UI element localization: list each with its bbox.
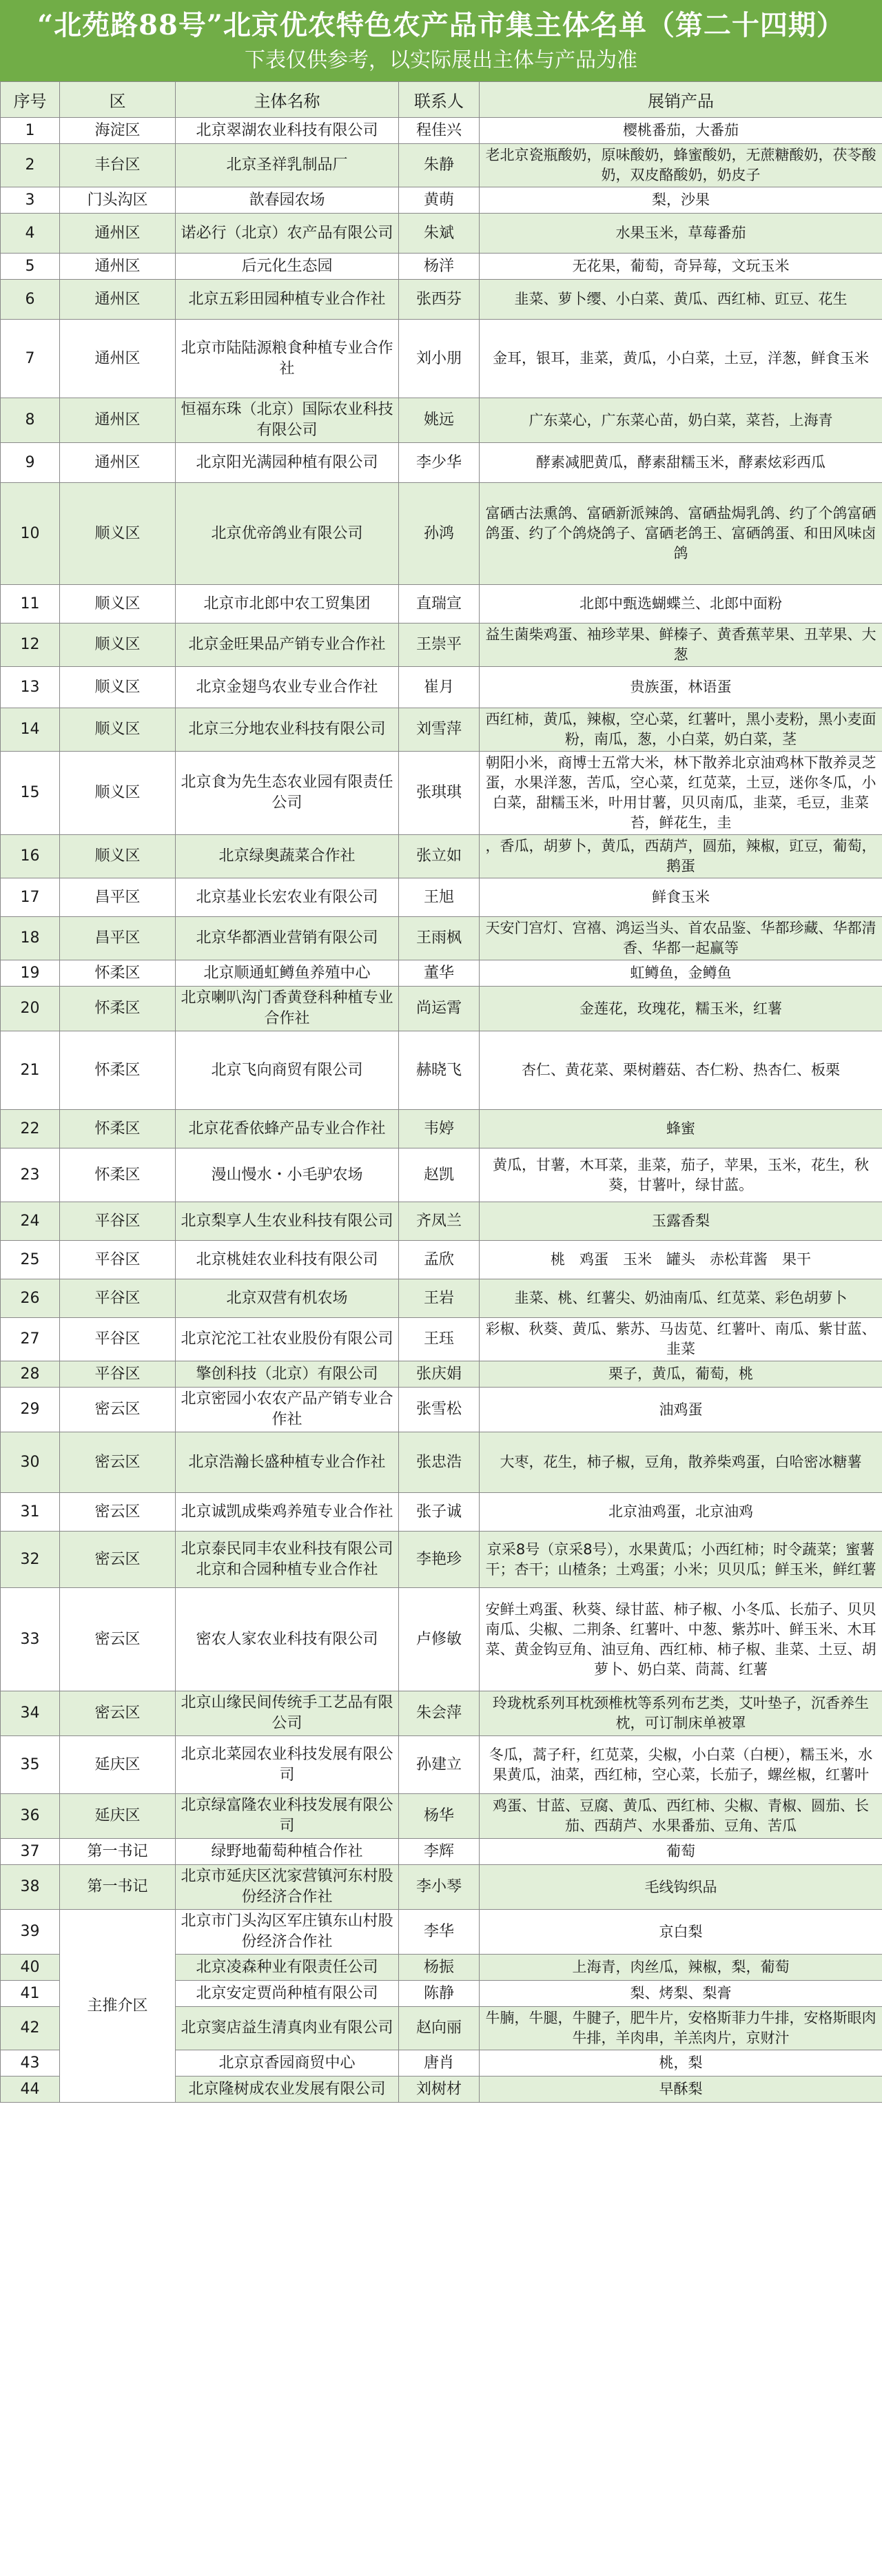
row-entity-name: 北京金翅鸟农业专业合作社 (176, 667, 399, 708)
page-title: “北苑路88号”北京优农特色农产品市集主体名单（第二十四期） (37, 9, 845, 41)
row-number: 13 (1, 667, 60, 708)
row-products: 牛腩，牛腿，牛腱子，肥牛片，安格斯菲力牛排，安格斯眼肉牛排，羊肉串，羊羔肉片，京财汁 (480, 2007, 882, 2050)
row-number: 1 (1, 118, 60, 144)
table-row (1, 1532, 882, 1588)
row-number: 44 (1, 2077, 60, 2103)
row-products: 彩椒、秋葵、黄瓜、紫苏、马齿苋、红薯叶、南瓜、紫甘蓝、韭菜 (480, 1318, 882, 1361)
row-district: 平谷区 (60, 1318, 176, 1361)
row-contact: 张雪松 (399, 1388, 480, 1432)
row-entity-name: 北京密园小农农产品产销专业合作社 (176, 1388, 399, 1432)
row-number: 8 (1, 398, 60, 443)
row-contact: 赫晓飞 (399, 1031, 480, 1110)
row-products: 油鸡蛋 (480, 1388, 882, 1432)
row-district: 密云区 (60, 1493, 176, 1532)
row-district: 第一书记 (60, 1865, 176, 1910)
row-entity-name: 密农人家农业科技有限公司 (176, 1588, 399, 1691)
table-row (1, 398, 882, 443)
row-contact: 直瑞宣 (399, 585, 480, 624)
table-row (1, 1110, 882, 1148)
row-contact: 王雨枫 (399, 917, 480, 960)
table-row (1, 1736, 882, 1794)
row-district: 通州区 (60, 398, 176, 443)
row-entity-name: 北京食为先生态农业园有限责任公司 (176, 752, 399, 835)
row-number: 7 (1, 320, 60, 398)
row-entity-name: 北京五彩田园种植专业合作社 (176, 280, 399, 320)
row-contact: 刘雪萍 (399, 708, 480, 752)
row-contact: 董华 (399, 960, 480, 987)
row-contact: 程佳兴 (399, 118, 480, 144)
row-number: 16 (1, 835, 60, 878)
row-entity-name: 北京翠湖农业科技有限公司 (176, 118, 399, 144)
row-products: 韭菜、萝卜缨、小白菜、黄瓜、西红柿、豇豆、花生 (480, 280, 882, 320)
row-number: 38 (1, 1865, 60, 1910)
row-contact: 杨振 (399, 1955, 480, 1981)
table-row (1, 1691, 882, 1736)
row-number: 6 (1, 280, 60, 320)
row-district: 怀柔区 (60, 1148, 176, 1202)
row-contact: 黄萌 (399, 187, 480, 214)
row-district: 主推介区 (60, 1910, 176, 2103)
col-header-products: 展销产品 (480, 82, 882, 118)
row-products: 梨，沙果 (480, 187, 882, 214)
row-entity-name: 北京花香依蜂产品专业合作社 (176, 1110, 399, 1148)
row-entity-name: 北京基业长宏农业有限公司 (176, 878, 399, 917)
row-number: 19 (1, 960, 60, 987)
table-row (1, 987, 882, 1031)
table-row (1, 624, 882, 667)
row-number: 29 (1, 1388, 60, 1432)
table-row (1, 1318, 882, 1361)
table-row (1, 1148, 882, 1202)
row-contact: 张立如 (399, 835, 480, 878)
table-row (1, 144, 882, 187)
row-contact: 陈静 (399, 1981, 480, 2007)
table-row (1, 835, 882, 878)
row-entity-name: 北京三分地农业科技有限公司 (176, 708, 399, 752)
row-entity-name: 北京安定贾尚种植有限公司 (176, 1981, 399, 2007)
row-number: 32 (1, 1532, 60, 1588)
table-row (1, 214, 882, 254)
row-number: 36 (1, 1794, 60, 1839)
row-products: 无花果，葡萄，奇异莓，文玩玉米 (480, 254, 882, 280)
col-header-contact: 联系人 (399, 82, 480, 118)
row-contact: 杨洋 (399, 254, 480, 280)
row-district: 顺义区 (60, 835, 176, 878)
row-entity-name: 北京市延庆区沈家营镇河东村股份经济合作社 (176, 1865, 399, 1910)
table-row (1, 1794, 882, 1839)
row-number: 24 (1, 1202, 60, 1241)
table-row (1, 1493, 882, 1532)
row-district: 通州区 (60, 254, 176, 280)
table-row (1, 280, 882, 320)
row-entity-name: 北京双营有机农场 (176, 1279, 399, 1318)
row-contact: 王珏 (399, 1318, 480, 1361)
row-entity-name: 北京市门头沟区军庄镇东山村股份经济合作社 (176, 1910, 399, 1955)
row-products: 毛线钩织品 (480, 1865, 882, 1910)
table-row (1, 187, 882, 214)
row-district: 昌平区 (60, 917, 176, 960)
row-contact: 齐凤兰 (399, 1202, 480, 1241)
row-entity-name: 北京沱沱工社农业股份有限公司 (176, 1318, 399, 1361)
table-row (1, 1388, 882, 1432)
row-number: 3 (1, 187, 60, 214)
row-entity-name: 北京市北郎中农工贸集团 (176, 585, 399, 624)
page-header (0, 0, 882, 81)
row-number: 33 (1, 1588, 60, 1691)
row-district: 怀柔区 (60, 1110, 176, 1148)
row-products: 虹鳟鱼，金鳟鱼 (480, 960, 882, 987)
row-number: 28 (1, 1361, 60, 1388)
row-number: 5 (1, 254, 60, 280)
row-products: 京采8号（京采8号），水果黄瓜；小西红柿；时令蔬菜；蜜薯干；杏干；山楂条；土鸡蛋；小米；贝贝瓜；鲜玉米，鲜红薯 (480, 1532, 882, 1588)
row-entity-name: 北京京香园商贸中心 (176, 2050, 399, 2077)
row-contact: 李艳珍 (399, 1532, 480, 1588)
row-entity-name: 绿野地葡萄种植合作社 (176, 1839, 399, 1865)
row-entity-name: 北京绿奥蔬菜合作社 (176, 835, 399, 878)
row-number: 42 (1, 2007, 60, 2050)
row-products: 桃，梨 (480, 2050, 882, 2077)
row-district: 通州区 (60, 443, 176, 483)
table-row (1, 1241, 882, 1279)
row-district: 怀柔区 (60, 987, 176, 1031)
table-row (1, 483, 882, 585)
col-header-district: 区 (60, 82, 176, 118)
row-products: 黄瓜，甘薯，木耳菜，韭菜，茄子，苹果，玉米，花生，秋葵，甘薯叶，绿甘蓝。 (480, 1148, 882, 1202)
row-entity-name: 北京泰民同丰农业科技有限公司 北京和合园种植专业合作社 (176, 1532, 399, 1588)
row-number: 12 (1, 624, 60, 667)
row-products: 金耳，银耳，韭菜，黄瓜，小白菜，土豆，洋葱，鲜食玉米 (480, 320, 882, 398)
row-contact: 王崇平 (399, 624, 480, 667)
table-row (1, 960, 882, 987)
row-number: 11 (1, 585, 60, 624)
row-contact: 李华 (399, 1910, 480, 1955)
row-contact: 王旭 (399, 878, 480, 917)
row-district: 海淀区 (60, 118, 176, 144)
row-number: 21 (1, 1031, 60, 1110)
row-products: 梨、烤梨、梨膏 (480, 1981, 882, 2007)
row-entity-name: 北京浩瀚长盛种植专业合作社 (176, 1432, 399, 1493)
page-subtitle: 下表仅供参考，以实际展出主体与产品为准 (245, 48, 637, 72)
row-products: 天安门宫灯、宫禧、鸿运当头、首农品鉴、华都珍藏、华都清香、华都一起赢等 (480, 917, 882, 960)
table-row (1, 1031, 882, 1110)
row-number: 31 (1, 1493, 60, 1532)
row-entity-name: 北京市陆陆源粮食种植专业合作社 (176, 320, 399, 398)
row-entity-name: 北京北菜园农业科技发展有限公司 (176, 1736, 399, 1794)
row-products: 杏仁、黄花菜、栗树蘑菇、杏仁粉、热杏仁、板栗 (480, 1031, 882, 1110)
row-products: 鲜食玉米 (480, 878, 882, 917)
row-district: 顺义区 (60, 752, 176, 835)
row-district: 通州区 (60, 214, 176, 254)
row-entity-name: 北京桃娃农业科技有限公司 (176, 1241, 399, 1279)
row-entity-name: 北京喇叭沟门香黄登科种植专业合作社 (176, 987, 399, 1031)
row-district: 昌平区 (60, 878, 176, 917)
row-district: 延庆区 (60, 1794, 176, 1839)
row-contact: 卢修敏 (399, 1588, 480, 1691)
row-products: 益生菌柴鸡蛋、袖珍苹果、鲜榛子、黄香蕉苹果、丑苹果、大葱 (480, 624, 882, 667)
row-entity-name: 北京阳光满园种植有限公司 (176, 443, 399, 483)
row-district: 密云区 (60, 1588, 176, 1691)
row-products: 贵族蛋，林语蛋 (480, 667, 882, 708)
row-district: 顺义区 (60, 624, 176, 667)
row-contact: 王岩 (399, 1279, 480, 1318)
row-district: 通州区 (60, 320, 176, 398)
row-entity-name: 北京隆树成农业发展有限公司 (176, 2077, 399, 2103)
row-contact: 李小琴 (399, 1865, 480, 1910)
row-district: 平谷区 (60, 1202, 176, 1241)
table-row (1, 878, 882, 917)
row-entity-name: 歆春园农场 (176, 187, 399, 214)
row-entity-name: 漫山慢水・小毛驴农场 (176, 1148, 399, 1202)
row-products: 西红柿，黄瓜，辣椒，空心菜，红薯叶，黑小麦粉，黑小麦面粉，南瓜，葱，小白菜，奶白菜，茎 (480, 708, 882, 752)
row-products: 蜂蜜 (480, 1110, 882, 1148)
row-number: 26 (1, 1279, 60, 1318)
row-entity-name: 北京凌森种业有限责任公司 (176, 1955, 399, 1981)
row-entity-name: 北京诚凯成柴鸡养殖专业合作社 (176, 1493, 399, 1532)
table-row (1, 708, 882, 752)
row-products: 广东菜心，广东菜心苗，奶白菜，菜苔，上海青 (480, 398, 882, 443)
row-contact: 李少华 (399, 443, 480, 483)
row-number: 20 (1, 987, 60, 1031)
row-entity-name: 擎创科技（北京）有限公司 (176, 1361, 399, 1388)
row-products: 樱桃番茄，大番茄 (480, 118, 882, 144)
row-products: 老北京瓷瓶酸奶，原味酸奶，蜂蜜酸奶，无蔗糖酸奶，茯苓酸奶，双皮酪酸奶，奶皮子 (480, 144, 882, 187)
row-entity-name: 北京顺通虹鳟鱼养殖中心 (176, 960, 399, 987)
table-row (1, 1910, 882, 1955)
row-entity-name: 北京窦店益生清真肉业有限公司 (176, 2007, 399, 2050)
row-number: 22 (1, 1110, 60, 1148)
col-header-no: 序号 (1, 82, 60, 118)
table-row (1, 1432, 882, 1493)
row-district: 第一书记 (60, 1839, 176, 1865)
row-products: 栗子，黄瓜，葡萄，桃 (480, 1361, 882, 1388)
row-contact: 朱静 (399, 144, 480, 187)
row-district: 怀柔区 (60, 1031, 176, 1110)
row-products: ，香瓜，胡萝卜，黄瓜，西葫芦，圆茄，辣椒，豇豆，葡萄，鹅蛋 (480, 835, 882, 878)
row-entity-name: 后元化生态园 (176, 254, 399, 280)
row-district: 平谷区 (60, 1241, 176, 1279)
row-district: 顺义区 (60, 708, 176, 752)
row-contact: 朱会萍 (399, 1691, 480, 1736)
row-entity-name: 北京华都酒业营销有限公司 (176, 917, 399, 960)
row-district: 延庆区 (60, 1736, 176, 1794)
row-entity-name: 北京梨享人生农业科技有限公司 (176, 1202, 399, 1241)
row-number: 2 (1, 144, 60, 187)
row-contact: 崔月 (399, 667, 480, 708)
row-district: 通州区 (60, 280, 176, 320)
row-products: 北郎中甄选蝴蝶兰、北郎中面粉 (480, 585, 882, 624)
row-number: 25 (1, 1241, 60, 1279)
row-number: 40 (1, 1955, 60, 1981)
table-row (1, 752, 882, 835)
row-number: 37 (1, 1839, 60, 1865)
table-row (1, 443, 882, 483)
row-contact: 刘小朋 (399, 320, 480, 398)
table-row (1, 1279, 882, 1318)
table-row (1, 1865, 882, 1910)
row-number: 23 (1, 1148, 60, 1202)
row-district: 平谷区 (60, 1279, 176, 1318)
row-products: 鸡蛋、甘蓝、豆腐、黄瓜、西红柿、尖椒、青椒、圆茄、长茄、西葫芦、水果番茄、豆角、苦瓜 (480, 1794, 882, 1839)
table-row (1, 254, 882, 280)
row-products: 早酥梨 (480, 2077, 882, 2103)
row-entity-name: 恒福东珠（北京）国际农业科技有限公司 (176, 398, 399, 443)
col-header-name: 主体名称 (176, 82, 399, 118)
table-row (1, 1202, 882, 1241)
row-district: 密云区 (60, 1388, 176, 1432)
table-row (1, 667, 882, 708)
row-entity-name: 北京圣祥乳制品厂 (176, 144, 399, 187)
row-number: 41 (1, 1981, 60, 2007)
row-contact: 孟欣 (399, 1241, 480, 1279)
row-contact: 赵向丽 (399, 2007, 480, 2050)
row-number: 34 (1, 1691, 60, 1736)
table-row (1, 1839, 882, 1865)
row-contact: 尚运霄 (399, 987, 480, 1031)
table-header-row (1, 82, 882, 118)
row-entity-name: 北京绿富隆农业科技发展有限公司 (176, 1794, 399, 1839)
row-contact: 孙鸿 (399, 483, 480, 585)
row-number: 15 (1, 752, 60, 835)
row-products: 京白梨 (480, 1910, 882, 1955)
table-row (1, 320, 882, 398)
row-entity-name: 北京优帝鸽业有限公司 (176, 483, 399, 585)
table-row (1, 118, 882, 144)
row-number: 35 (1, 1736, 60, 1794)
row-products: 朝阳小米，商博士五常大米，林下散养北京油鸡林下散养灵芝蛋，水果洋葱，苦瓜，空心菜，红苋菜，土豆，迷你冬瓜，小白菜，甜糯玉米，叶用甘薯，贝贝南瓜，韭菜，毛豆，韭菜苔，鲜花生，圭 (480, 752, 882, 835)
row-products: 上海青，肉丝瓜，辣椒，梨，葡萄 (480, 1955, 882, 1981)
row-contact: 张庆娟 (399, 1361, 480, 1388)
row-entity-name: 北京山缘民间传统手工艺品有限公司 (176, 1691, 399, 1736)
row-number: 9 (1, 443, 60, 483)
row-number: 43 (1, 2050, 60, 2077)
row-number: 30 (1, 1432, 60, 1493)
row-number: 10 (1, 483, 60, 585)
row-contact: 朱斌 (399, 214, 480, 254)
row-products: 安鲜土鸡蛋、秋葵、绿甘蓝、柿子椒、小冬瓜、长茄子、贝贝南瓜、尖椒、二荆条、红薯叶、中葱、紫苏叶、鲜玉米、木耳菜、黄金钩豆角、油豆角、西红柿、柿子椒、韭菜、土豆、胡萝卜、奶白菜、茼蒿、红薯 (480, 1588, 882, 1691)
row-products: 玉露香梨 (480, 1202, 882, 1241)
row-products: 韭菜、桃、红薯尖、奶油南瓜、红苋菜、彩色胡萝卜 (480, 1279, 882, 1318)
row-contact: 杨华 (399, 1794, 480, 1839)
row-contact: 李辉 (399, 1839, 480, 1865)
row-number: 17 (1, 878, 60, 917)
table-row (1, 917, 882, 960)
row-number: 4 (1, 214, 60, 254)
row-number: 14 (1, 708, 60, 752)
table-body (1, 118, 882, 2103)
row-district: 顺义区 (60, 483, 176, 585)
row-entity-name: 北京金旺果品产销专业合作社 (176, 624, 399, 667)
row-district: 丰台区 (60, 144, 176, 187)
row-contact: 张西芬 (399, 280, 480, 320)
table-row (1, 1588, 882, 1691)
row-district: 平谷区 (60, 1361, 176, 1388)
row-products: 玲珑枕系列耳枕颈椎枕等系列布艺类，艾叶垫子，沉香养生枕，可订制床单被罩 (480, 1691, 882, 1736)
row-products: 酵素减肥黄瓜，酵素甜糯玉米，酵素炫彩西瓜 (480, 443, 882, 483)
row-products: 金莲花，玫瑰花，糯玉米，红薯 (480, 987, 882, 1031)
row-entity-name: 北京飞向商贸有限公司 (176, 1031, 399, 1110)
participants-table (0, 81, 882, 2103)
row-contact: 张忠浩 (399, 1432, 480, 1493)
row-contact: 张琪琪 (399, 752, 480, 835)
row-products: 葡萄 (480, 1839, 882, 1865)
row-products: 北京油鸡蛋，北京油鸡 (480, 1493, 882, 1532)
row-district: 顺义区 (60, 667, 176, 708)
row-contact: 赵凯 (399, 1148, 480, 1202)
row-contact: 唐肖 (399, 2050, 480, 2077)
row-contact: 孙建立 (399, 1736, 480, 1794)
row-contact: 张子诚 (399, 1493, 480, 1532)
row-products: 桃 鸡蛋 玉米 罐头 赤松茸酱 果干 (480, 1241, 882, 1279)
row-district: 门头沟区 (60, 187, 176, 214)
row-products: 水果玉米，草莓番茄 (480, 214, 882, 254)
row-contact: 刘树材 (399, 2077, 480, 2103)
row-number: 39 (1, 1910, 60, 1955)
row-number: 27 (1, 1318, 60, 1361)
row-entity-name: 诺必行（北京）农产品有限公司 (176, 214, 399, 254)
row-district: 密云区 (60, 1432, 176, 1493)
row-products: 富硒古法熏鸽、富硒新派辣鸽、富硒盐焗乳鸽、约了个鸽富硒鸽蛋、约了个鸽烧鸽子、富硒老鸽王、富硒鸽蛋、和田风味卤鸽 (480, 483, 882, 585)
row-district: 怀柔区 (60, 960, 176, 987)
row-products: 冬瓜，蒿子秆，红苋菜，尖椒，小白菜（白梗），糯玉米，水果黄瓜，油菜，西红柿，空心菜，长茄子，螺丝椒，红薯叶 (480, 1736, 882, 1794)
row-contact: 韦婷 (399, 1110, 480, 1148)
row-number: 18 (1, 917, 60, 960)
row-district: 密云区 (60, 1532, 176, 1588)
row-district: 密云区 (60, 1691, 176, 1736)
row-contact: 姚远 (399, 398, 480, 443)
table-row (1, 1361, 882, 1388)
row-district: 顺义区 (60, 585, 176, 624)
table-row (1, 585, 882, 624)
row-products: 大枣，花生，柿子椒，豆角，散养柴鸡蛋，白哈密冰糖薯 (480, 1432, 882, 1493)
